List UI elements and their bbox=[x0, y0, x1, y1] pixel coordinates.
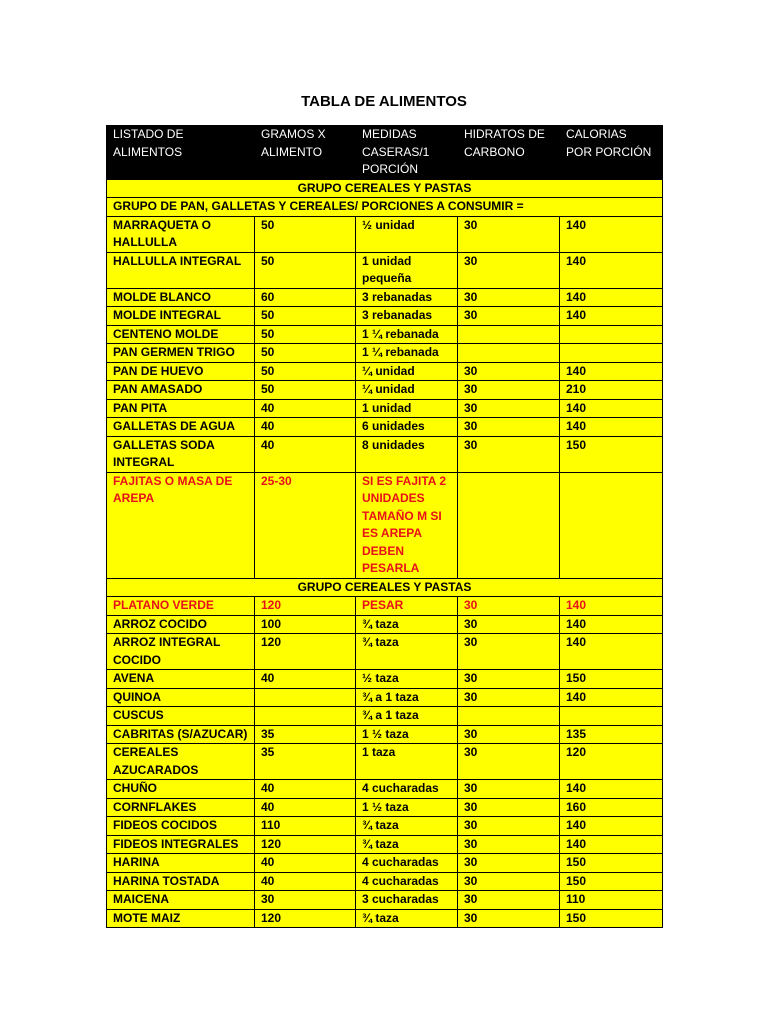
table-row bbox=[107, 798, 663, 817]
carbs-value: 30 bbox=[458, 670, 560, 689]
measure-value: ¾ a 1 taza bbox=[356, 707, 458, 726]
page-title: TABLA DE ALIMENTOS bbox=[301, 93, 467, 110]
grams-value: 50 bbox=[255, 344, 356, 363]
table-row bbox=[107, 707, 663, 726]
table-row bbox=[107, 872, 663, 891]
table-row bbox=[107, 252, 663, 288]
food-name: MOLDE BLANCO bbox=[107, 288, 255, 307]
calories-value bbox=[560, 344, 663, 363]
table-row bbox=[107, 362, 663, 381]
measure-value: ¾ taza bbox=[356, 817, 458, 836]
table-row bbox=[107, 891, 663, 910]
food-name: CEREALES AZUCARADOS bbox=[107, 744, 255, 780]
carbs-value: 30 bbox=[458, 362, 560, 381]
food-name: MOTE MAIZ bbox=[107, 909, 255, 928]
grams-value bbox=[255, 707, 356, 726]
measure-value: 3 rebanadas bbox=[356, 288, 458, 307]
table-row bbox=[107, 436, 663, 472]
food-name: CORNFLAKES bbox=[107, 798, 255, 817]
food-name: CUSCUS bbox=[107, 707, 255, 726]
grams-value: 40 bbox=[255, 436, 356, 472]
carbs-value bbox=[458, 344, 560, 363]
table-row bbox=[107, 670, 663, 689]
calories-value: 150 bbox=[560, 909, 663, 928]
grams-value: 40 bbox=[255, 854, 356, 873]
carbs-value: 30 bbox=[458, 288, 560, 307]
grams-value: 40 bbox=[255, 780, 356, 799]
carbs-value: 30 bbox=[458, 381, 560, 400]
carbs-value: 30 bbox=[458, 688, 560, 707]
grams-value: 50 bbox=[255, 325, 356, 344]
measure-value: ¼ unidad bbox=[356, 362, 458, 381]
measure-value: 1 ½ taza bbox=[356, 798, 458, 817]
food-name: CABRITAS (S/AZUCAR) bbox=[107, 725, 255, 744]
calories-value: 140 bbox=[560, 688, 663, 707]
grams-value: 100 bbox=[255, 615, 356, 634]
calories-value: 140 bbox=[560, 835, 663, 854]
food-name: ARROZ INTEGRAL COCIDO bbox=[107, 634, 255, 670]
grams-value: 40 bbox=[255, 798, 356, 817]
measure-value: SI ES FAJITA 2 UNIDADES TAMAÑO M SI ES AREPA DEBEN PESARLA bbox=[356, 472, 458, 578]
table-row bbox=[107, 725, 663, 744]
table-row bbox=[107, 344, 663, 363]
carbs-value: 30 bbox=[458, 872, 560, 891]
grams-value: 120 bbox=[255, 835, 356, 854]
grams-value: 60 bbox=[255, 288, 356, 307]
measure-value: ¾ taza bbox=[356, 615, 458, 634]
food-name: PAN DE HUEVO bbox=[107, 362, 255, 381]
carbs-value: 30 bbox=[458, 798, 560, 817]
carbs-value bbox=[458, 325, 560, 344]
table-body bbox=[107, 179, 663, 928]
carbs-value: 30 bbox=[458, 725, 560, 744]
food-name: CHUÑO bbox=[107, 780, 255, 799]
table-row bbox=[107, 854, 663, 873]
carbs-value: 30 bbox=[458, 615, 560, 634]
food-name: HARINA TOSTADA bbox=[107, 872, 255, 891]
calories-value: 150 bbox=[560, 670, 663, 689]
section-header-1 bbox=[107, 179, 663, 198]
carbs-value: 30 bbox=[458, 780, 560, 799]
grams-value: 50 bbox=[255, 381, 356, 400]
food-name: CENTENO MOLDE bbox=[107, 325, 255, 344]
table-row bbox=[107, 325, 663, 344]
food-name: FAJITAS O MASA DE AREPA bbox=[107, 472, 255, 578]
calories-value: 140 bbox=[560, 817, 663, 836]
calories-value: 110 bbox=[560, 891, 663, 910]
table-header bbox=[107, 126, 663, 180]
section-header-2 bbox=[107, 578, 663, 597]
calories-value: 140 bbox=[560, 307, 663, 326]
header-hidratos: HIDRATOS DE CARBONO bbox=[458, 126, 560, 180]
grams-value: 50 bbox=[255, 362, 356, 381]
carbs-value: 30 bbox=[458, 634, 560, 670]
calories-value: 140 bbox=[560, 362, 663, 381]
carbs-value: 30 bbox=[458, 307, 560, 326]
grams-value: 110 bbox=[255, 817, 356, 836]
table-row bbox=[107, 307, 663, 326]
carbs-value: 30 bbox=[458, 252, 560, 288]
food-name: MOLDE INTEGRAL bbox=[107, 307, 255, 326]
table-row bbox=[107, 817, 663, 836]
carbs-value: 30 bbox=[458, 835, 560, 854]
table-row bbox=[107, 615, 663, 634]
table-row bbox=[107, 597, 663, 616]
measure-value: 4 cucharadas bbox=[356, 780, 458, 799]
food-name: GALLETAS SODA INTEGRAL bbox=[107, 436, 255, 472]
food-name: PAN GERMEN TRIGO bbox=[107, 344, 255, 363]
measure-value: 1 ¼ rebanada bbox=[356, 325, 458, 344]
carbs-value bbox=[458, 472, 560, 578]
table-row bbox=[107, 744, 663, 780]
food-name: FIDEOS INTEGRALES bbox=[107, 835, 255, 854]
table-row bbox=[107, 634, 663, 670]
carbs-value: 30 bbox=[458, 399, 560, 418]
table-row bbox=[107, 288, 663, 307]
calories-value: 150 bbox=[560, 436, 663, 472]
calories-value: 140 bbox=[560, 780, 663, 799]
measure-value: ¾ taza bbox=[356, 634, 458, 670]
grams-value bbox=[255, 688, 356, 707]
measure-value: 8 unidades bbox=[356, 436, 458, 472]
calories-value: 150 bbox=[560, 854, 663, 873]
food-name: MAICENA bbox=[107, 891, 255, 910]
table-row bbox=[107, 381, 663, 400]
calories-value: 140 bbox=[560, 615, 663, 634]
table-row bbox=[107, 909, 663, 928]
table-row bbox=[107, 418, 663, 437]
header-medidas: MEDIDAS CASERAS/1 PORCIÓN bbox=[356, 126, 458, 180]
calories-value: 135 bbox=[560, 725, 663, 744]
header-listado: LISTADO DE ALIMENTOS bbox=[107, 126, 255, 180]
calories-value: 140 bbox=[560, 418, 663, 437]
calories-value: 210 bbox=[560, 381, 663, 400]
carbs-value: 30 bbox=[458, 418, 560, 437]
carbs-value: 30 bbox=[458, 216, 560, 252]
subgroup-header bbox=[107, 198, 663, 217]
food-name: FIDEOS COCIDOS bbox=[107, 817, 255, 836]
measure-value: 1 unidad pequeña bbox=[356, 252, 458, 288]
food-name: PAN AMASADO bbox=[107, 381, 255, 400]
carbs-value: 30 bbox=[458, 436, 560, 472]
measure-value: 1 ½ taza bbox=[356, 725, 458, 744]
calories-value: 140 bbox=[560, 252, 663, 288]
carbs-value: 30 bbox=[458, 854, 560, 873]
grams-value: 35 bbox=[255, 744, 356, 780]
food-table bbox=[106, 125, 663, 928]
calories-value: 140 bbox=[560, 399, 663, 418]
section-title: GRUPO CEREALES Y PASTAS bbox=[107, 179, 663, 198]
grams-value: 40 bbox=[255, 872, 356, 891]
calories-value: 140 bbox=[560, 597, 663, 616]
table-row bbox=[107, 399, 663, 418]
food-name: HALLULLA INTEGRAL bbox=[107, 252, 255, 288]
header-gramos: GRAMOS X ALIMENTO bbox=[255, 126, 356, 180]
calories-value: 150 bbox=[560, 872, 663, 891]
table-row bbox=[107, 472, 663, 578]
measure-value: 1 taza bbox=[356, 744, 458, 780]
measure-value: ¾ a 1 taza bbox=[356, 688, 458, 707]
grams-value: 40 bbox=[255, 670, 356, 689]
grams-value: 120 bbox=[255, 634, 356, 670]
header-calorias: CALORIAS POR PORCIÓN bbox=[560, 126, 663, 180]
measure-value: ¼ unidad bbox=[356, 381, 458, 400]
food-name: QUINOA bbox=[107, 688, 255, 707]
calories-value: 160 bbox=[560, 798, 663, 817]
measure-value: ¾ taza bbox=[356, 835, 458, 854]
table-row bbox=[107, 780, 663, 799]
grams-value: 120 bbox=[255, 597, 356, 616]
carbs-value: 30 bbox=[458, 744, 560, 780]
measure-value: 3 cucharadas bbox=[356, 891, 458, 910]
grams-value: 50 bbox=[255, 216, 356, 252]
grams-value: 30 bbox=[255, 891, 356, 910]
table-row bbox=[107, 835, 663, 854]
grams-value: 40 bbox=[255, 418, 356, 437]
measure-value: 3 rebanadas bbox=[356, 307, 458, 326]
food-name: GALLETAS DE AGUA bbox=[107, 418, 255, 437]
calories-value: 120 bbox=[560, 744, 663, 780]
food-name: MARRAQUETA O HALLULLA bbox=[107, 216, 255, 252]
measure-value: 4 cucharadas bbox=[356, 854, 458, 873]
carbs-value: 30 bbox=[458, 817, 560, 836]
carbs-value bbox=[458, 707, 560, 726]
grams-value: 35 bbox=[255, 725, 356, 744]
grams-value: 120 bbox=[255, 909, 356, 928]
table-row bbox=[107, 688, 663, 707]
measure-value: 6 unidades bbox=[356, 418, 458, 437]
carbs-value: 30 bbox=[458, 909, 560, 928]
calories-value: 140 bbox=[560, 634, 663, 670]
food-name: ARROZ COCIDO bbox=[107, 615, 255, 634]
measure-value: ¾ taza bbox=[356, 909, 458, 928]
calories-value: 140 bbox=[560, 216, 663, 252]
carbs-value: 30 bbox=[458, 891, 560, 910]
food-name: PAN PITA bbox=[107, 399, 255, 418]
measure-value: PESAR bbox=[356, 597, 458, 616]
calories-value bbox=[560, 472, 663, 578]
measure-value: 1 unidad bbox=[356, 399, 458, 418]
measure-value: ½ taza bbox=[356, 670, 458, 689]
measure-value: ½ unidad bbox=[356, 216, 458, 252]
calories-value: 140 bbox=[560, 288, 663, 307]
grams-value: 50 bbox=[255, 252, 356, 288]
section-title: GRUPO CEREALES Y PASTAS bbox=[107, 578, 663, 597]
food-name: PLATANO VERDE bbox=[107, 597, 255, 616]
measure-value: 4 cucharadas bbox=[356, 872, 458, 891]
food-name: AVENA bbox=[107, 670, 255, 689]
carbs-value: 30 bbox=[458, 597, 560, 616]
calories-value bbox=[560, 325, 663, 344]
grams-value: 40 bbox=[255, 399, 356, 418]
calories-value bbox=[560, 707, 663, 726]
subgroup-title: GRUPO DE PAN, GALLETAS Y CEREALES/ PORCIONES A CONSUMIR = bbox=[107, 198, 663, 217]
table-row bbox=[107, 216, 663, 252]
grams-value: 50 bbox=[255, 307, 356, 326]
food-name: HARINA bbox=[107, 854, 255, 873]
measure-value: 1 ¼ rebanada bbox=[356, 344, 458, 363]
grams-value: 25-30 bbox=[255, 472, 356, 578]
